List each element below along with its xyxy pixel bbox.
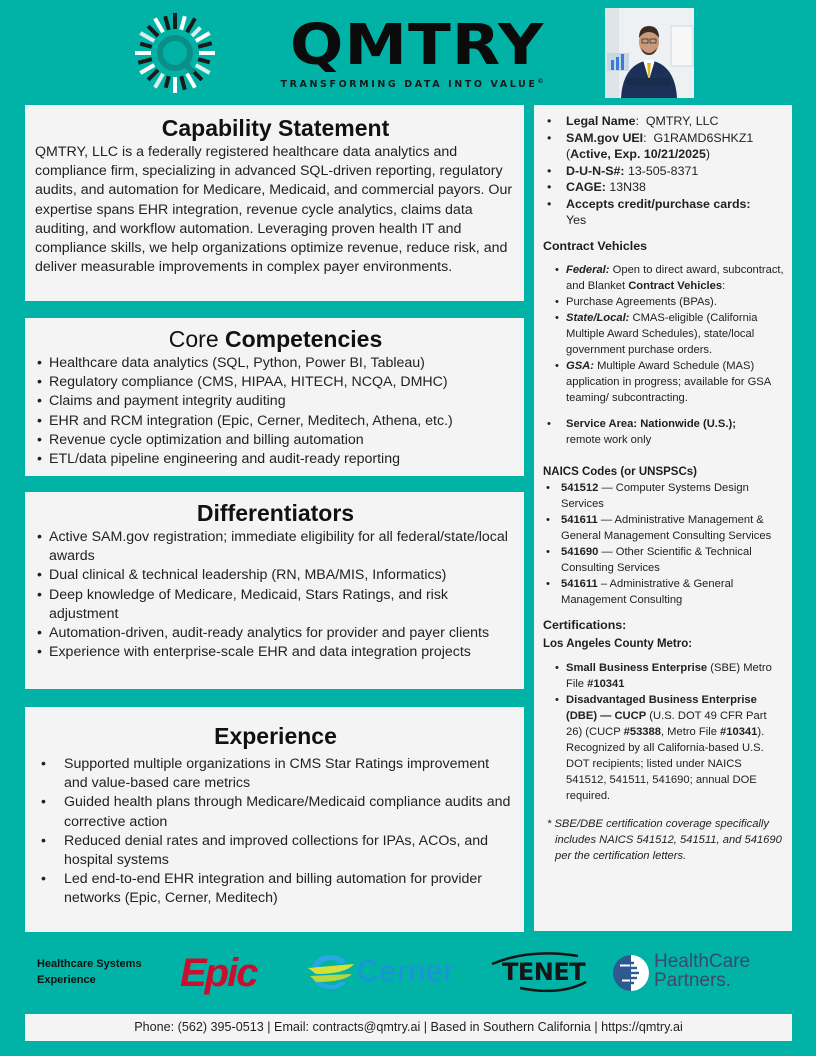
capability-title: Capability Statement	[161, 115, 390, 141]
gsa-item	[554, 358, 784, 406]
naics-list	[543, 480, 784, 608]
gsa-text: Multiple Award Schedule (MAS) application in progress; available for GSA teaming/ subcontracting.	[566, 359, 771, 404]
certifications-heading: Certifications:	[543, 617, 627, 632]
naics-code: 541690	[561, 545, 599, 558]
naics-code: 541611	[561, 513, 598, 526]
core-list	[35, 354, 516, 469]
epic-logo: Epic	[180, 951, 257, 995]
service-area-item	[543, 416, 784, 448]
state-local-item	[554, 310, 784, 358]
naics-code: 541512	[561, 481, 599, 494]
service-area-text: remote work only	[566, 433, 652, 446]
list-item: • Experience with enterprise-scale EHR and data integration projects	[35, 643, 516, 662]
list-item: • Reduced denial rates and improved collections for IPAs, ACOs, and hospital systems	[35, 832, 516, 870]
list-item: • Led end-to-end EHR integration and billing automation for provider networks (Epic, Cerner, Meditech)	[35, 870, 516, 908]
cards-label: Accepts credit/purchase cards:	[566, 196, 751, 211]
core-title	[35, 324, 516, 354]
contract-vehicles-list	[543, 262, 784, 406]
naics-sep: —	[598, 545, 616, 558]
company-info-panel	[534, 105, 792, 931]
uei-label: SAM.gov UEI	[566, 130, 644, 145]
cerner-logo-icon	[306, 952, 356, 992]
tenet-wordmark: TENET	[502, 958, 586, 986]
list-item: • Regulatory compliance (CMS, HIPAA, HITECH, NCQA, DMHC)	[35, 373, 516, 392]
healthcare-partners-logo-icon	[612, 954, 650, 992]
naics-sep: —	[597, 513, 615, 526]
federal-text: Open to direct award, subcontract, and Blanket	[566, 263, 784, 292]
certifying-agency: Los Angeles County Metro:	[543, 637, 693, 650]
dbe-text1: (U.S. DOT 49 CFR Part 26) (CUCP	[566, 709, 767, 738]
contact-footer: Phone: (562) 395-0513 | Email: contracts@qmtry.ai | Based in Southern California | https://qmtry.ai	[25, 1014, 792, 1041]
header	[0, 0, 816, 104]
state-text: CMAS-eligible (California Multiple Award Schedules), state/local government purchase orders.	[566, 311, 758, 356]
uei-status: Active, Exp. 10/21/2025	[570, 147, 706, 161]
capability-body: QMTRY, LLC is a federally registered healthcare data analytics and compliance firm, specializing in advanced SQL-driven reporting, regulatory audits, and automation for Medicare, Medicaid, and commercial payors. Our expertise spans EHR integration, revenue cycle analytics, claims data auditing, and workflow automation. Leveraging proven health IT and compliance skills, we help organizations optimize revenue, reduce risk, and deliver measurable improvements in complex payer environments.	[35, 144, 513, 276]
core-title-bold: Competencies	[225, 326, 383, 352]
hs-label-line1: Healthcare Systems	[37, 958, 142, 970]
experience-list	[35, 755, 516, 909]
federal-item	[554, 262, 784, 294]
naics-desc: Administrative & General Management Consulting	[561, 577, 734, 606]
brand-name: QMTRY	[290, 13, 545, 78]
hcp-line2: Partners.	[654, 970, 732, 991]
federal-end: :	[722, 279, 726, 292]
tagline-text: TRANSFORMING DATA INTO VALUE	[280, 79, 538, 91]
list-item: • Guided health plans through Medicare/Medicaid compliance audits and corrective action	[35, 793, 516, 831]
dbe-item	[554, 692, 784, 804]
list-item: • Dual clinical & technical leadership (RN, MBA/MIS, Informatics)	[35, 566, 516, 585]
contract-vehicles-heading: Contract Vehicles	[543, 238, 647, 253]
dbe-text2: , Metro File	[660, 725, 717, 738]
certifications-list	[543, 660, 784, 804]
cards-item	[543, 196, 784, 229]
uei-value: G1RAMD6SHKZ1	[653, 130, 754, 145]
naics-desc: Computer Systems Design Services	[561, 481, 749, 510]
sbe-text: (SBE) Metro File	[566, 661, 772, 690]
service-area-label: Service Area: Nationwide (U.S.);	[566, 417, 736, 430]
healthcare-systems-label	[37, 956, 142, 988]
service-area-list	[543, 416, 784, 448]
sbe-file: #10341	[587, 677, 625, 690]
copyright-mark: ©	[537, 78, 544, 85]
naics-desc: Other Scientific & Technical Consulting Services	[561, 545, 752, 574]
cage-item	[543, 179, 784, 196]
list-item: • Revenue cycle optimization and billing automation	[35, 431, 516, 450]
dbe-cucp: #53388	[623, 725, 661, 738]
brand-lockup	[272, 13, 552, 91]
cage-value: 13N38	[609, 180, 646, 194]
duns-item	[543, 163, 784, 180]
state-label: State/Local:	[566, 311, 630, 324]
company-identifiers-list	[543, 113, 784, 229]
cerner-logo: Cerner	[357, 955, 455, 988]
differentiators-panel	[25, 492, 524, 689]
naics-sep: —	[598, 481, 616, 494]
list-item: • Active SAM.gov registration; immediate eligibility for all federal/state/local awards	[35, 528, 516, 566]
naics-desc: Administrative Management & General Management Consulting Services	[561, 513, 772, 542]
naics-heading: NAICS Codes (or UNSPSCs)	[543, 465, 697, 478]
cage-label: CAGE:	[566, 180, 606, 194]
core-title-light: Core	[168, 326, 219, 352]
list-item: • Healthcare data analytics (SQL, Python, Power BI, Tableau)	[35, 354, 516, 373]
list-item: • ETL/data pipeline engineering and audit-ready reporting	[35, 450, 516, 469]
legal-name-value: QMTRY, LLC	[645, 114, 719, 128]
federal-bold: Contract Vehicles	[628, 279, 723, 292]
hcp-line1: HealthCare	[654, 951, 751, 972]
list-item: • Claims and payment integrity auditing	[35, 392, 516, 411]
qmtry-logo-icon	[132, 10, 218, 96]
experience-title: Experience	[214, 723, 337, 749]
list-item: • EHR and RCM integration (Epic, Cerner, Meditech, Athena, etc.)	[35, 412, 516, 431]
core-competencies-panel	[25, 318, 524, 476]
partner-logos	[0, 940, 816, 1010]
list-item: • Deep knowledge of Medicare, Medicaid, Stars Ratings, and risk adjustment	[35, 586, 516, 624]
tenet-logo	[490, 950, 590, 996]
sbe-item	[554, 660, 784, 692]
duns-value: 13-505-8371	[627, 163, 699, 178]
differentiators-list	[35, 528, 516, 662]
hs-label-line2: Experience	[37, 974, 96, 986]
naics-item	[543, 512, 784, 544]
naics-item	[543, 480, 784, 512]
capability-statement-panel	[25, 105, 524, 301]
brand-tagline	[272, 78, 552, 90]
naics-item	[543, 576, 784, 608]
dbe-bold: Disadvantaged Business Enterprise (DBE) — CUCP	[566, 693, 757, 722]
headshot-photo	[605, 8, 694, 98]
differentiators-title: Differentiators	[196, 500, 355, 526]
legal-name-label: Legal Name	[566, 114, 636, 128]
certification-note: * SBE/DBE certification coverage specifically includes NAICS 541512, 541511, and 541690 per the certification letters.	[547, 817, 782, 862]
experience-panel	[25, 707, 524, 932]
list-item: • Automation-driven, audit-ready analytics for provider and payer clients	[35, 624, 516, 643]
uei-item: • SAM.gov UEI: G1RAMD6SHKZ1 (Active, Exp. 10/21/2025)	[543, 130, 784, 163]
naics-sep: –	[597, 577, 610, 590]
naics-code: 541611	[561, 577, 598, 590]
healthcare-partners-logo	[654, 952, 750, 990]
sbe-bold: Small Business Enterprise	[566, 661, 708, 674]
legal-name-item: • Legal Name: QMTRY, LLC	[543, 113, 784, 130]
cards-value: Yes	[566, 213, 587, 227]
gsa-label: GSA:	[566, 359, 594, 372]
dbe-text3: ). Recognized by all California-based U.S. DOT recipients; listed under NAICS 541512, 541511, 541690; annual DOE required.	[566, 725, 765, 802]
naics-item	[543, 544, 784, 576]
federal-label: Federal:	[566, 263, 610, 276]
bpa-item: • Purchase Agreements (BPAs).	[554, 294, 784, 310]
dbe-file: #10341	[720, 725, 758, 738]
list-item: • Supported multiple organizations in CMS Star Ratings improvement and value-based care metrics	[35, 755, 516, 793]
duns-label: D-U-N-S#:	[566, 163, 625, 178]
